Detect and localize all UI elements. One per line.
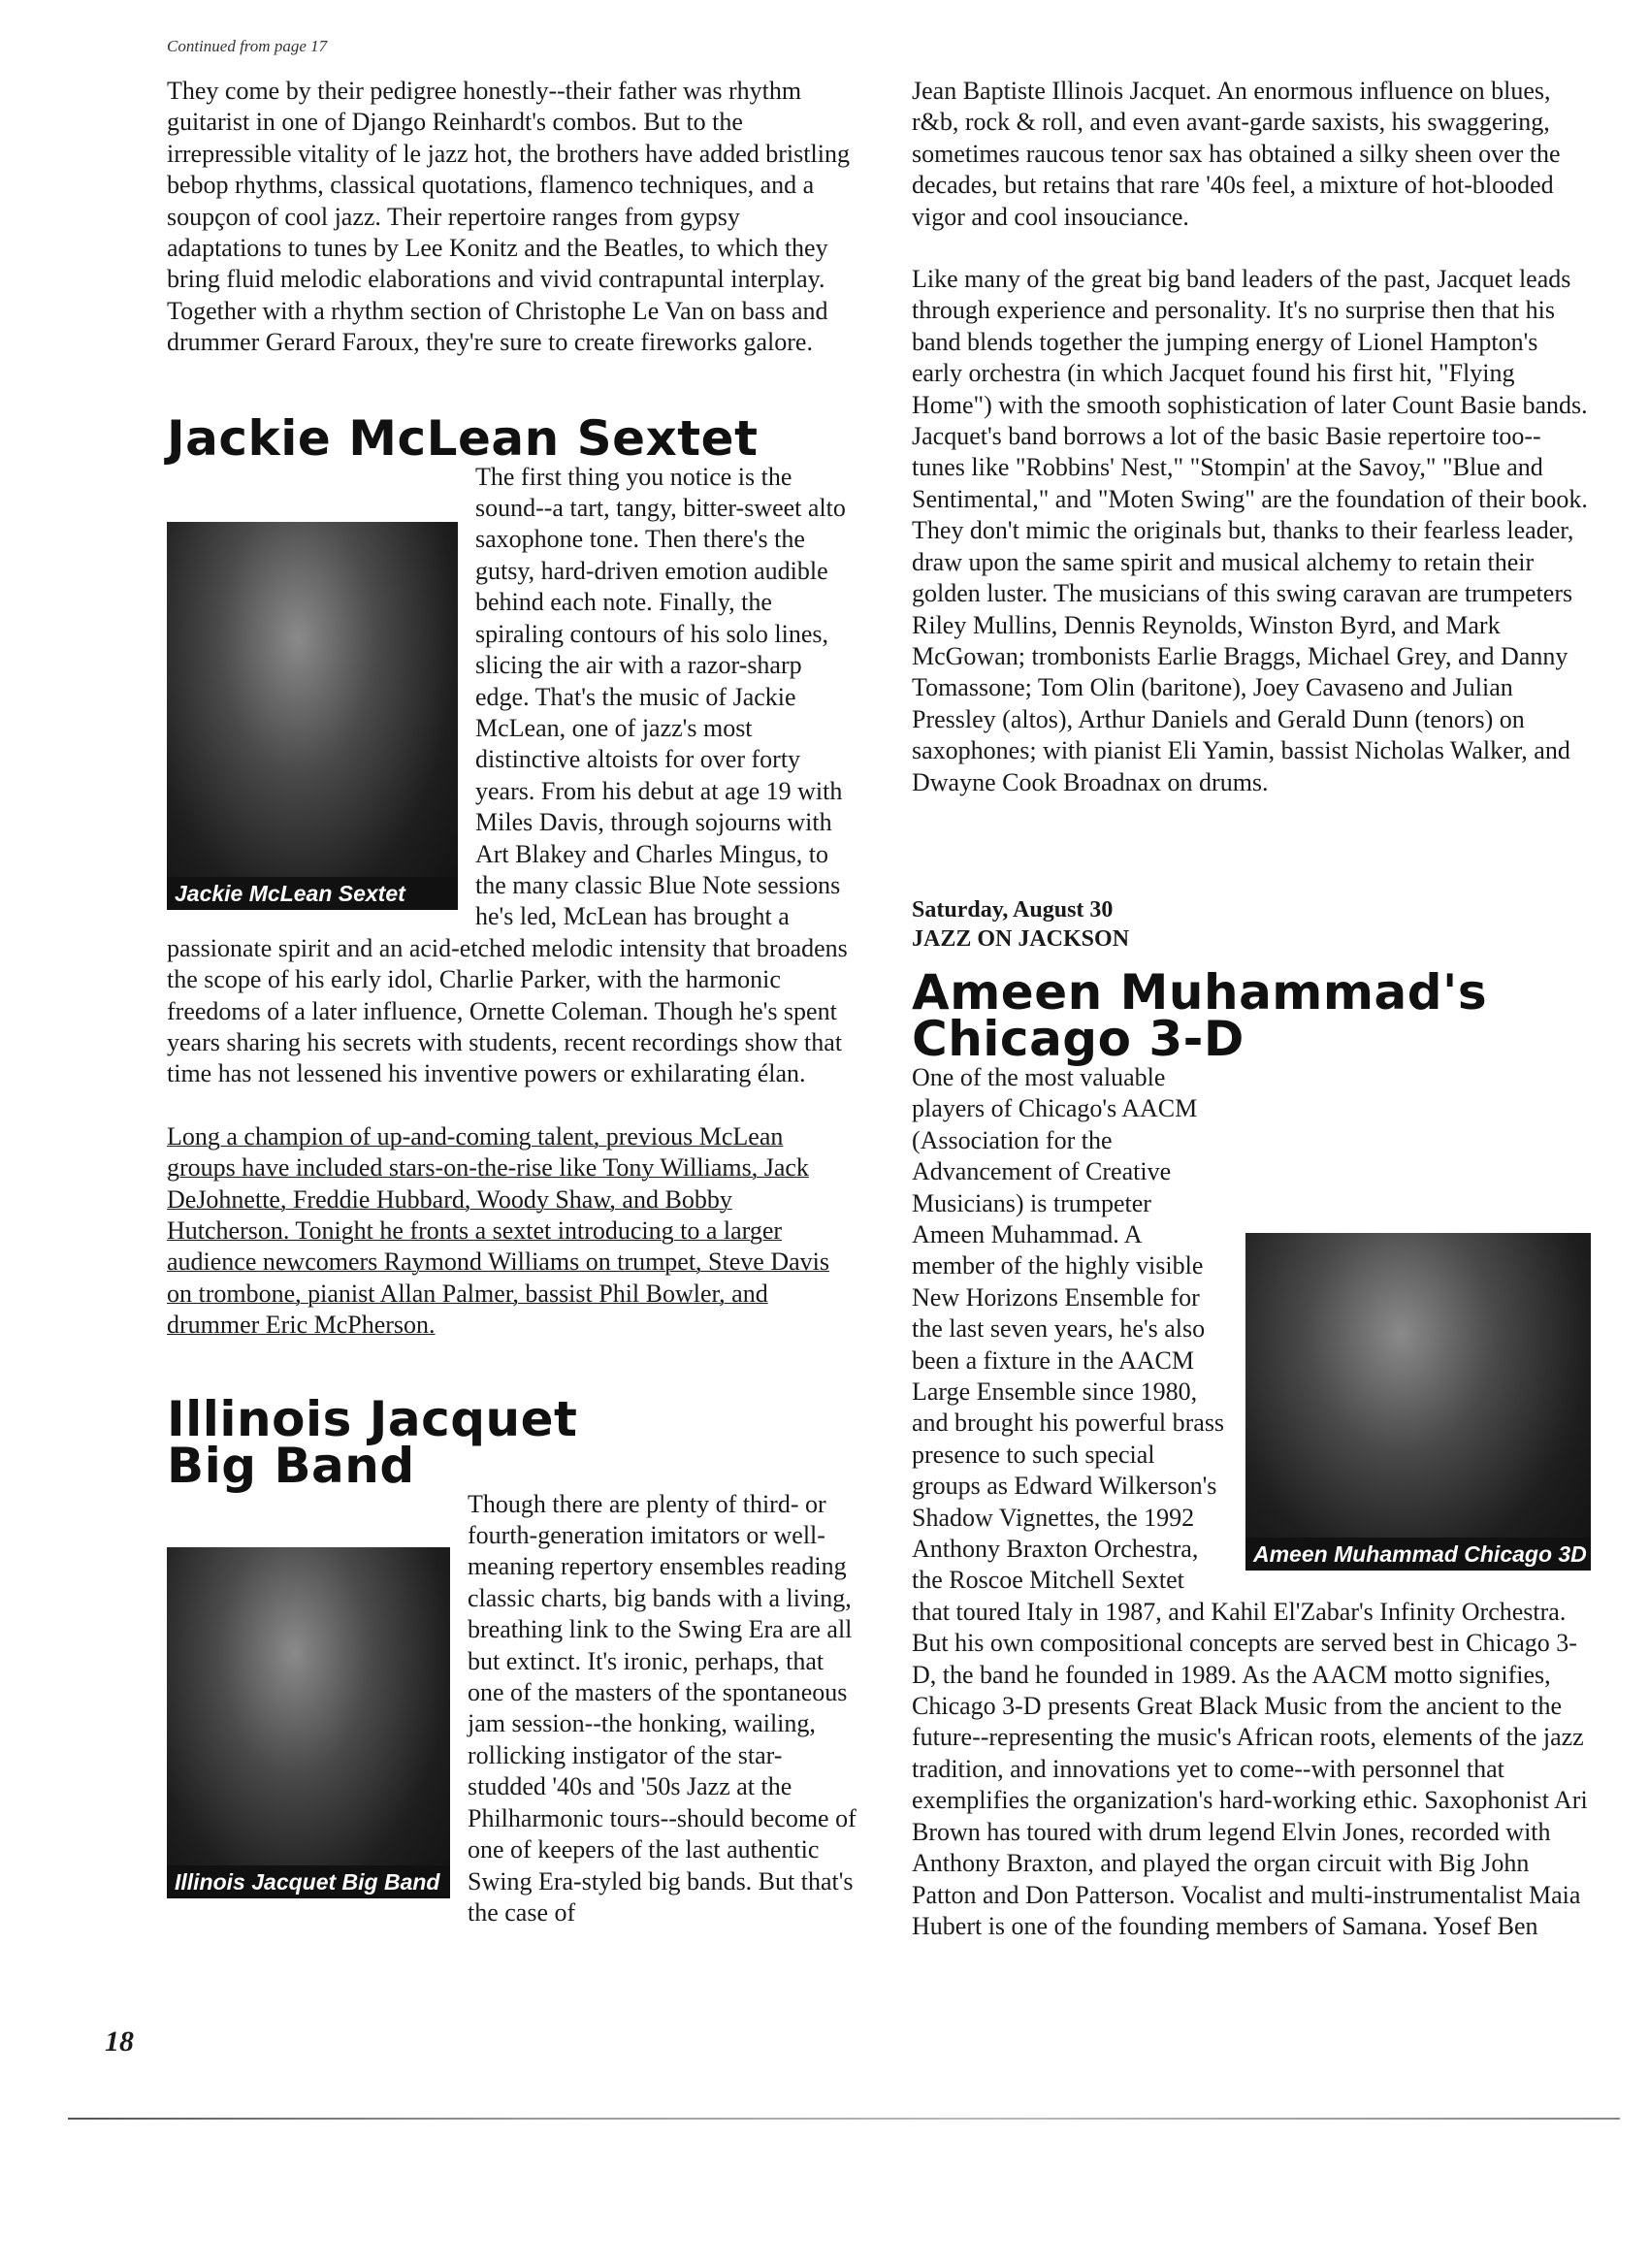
jacquet-article [167,1489,857,1929]
jacquet-photo-image [167,1547,450,1898]
ameen-heading [912,963,1591,1067]
jacquet-continued-paragraph: Jean Baptiste Illinois Jacquet. An enormous influence on blues, r&b, rock & roll, and even avant-garde saxists, his swaggering, sometimes raucous tenor sax has obtained a silky sheen over the decades, but retains that rare '40s feel, a mixture of hot-blooded vigor and cool insouciance. [912,77,1561,231]
bottom-rule [68,2118,1620,2120]
mclean-photo-image [167,522,458,910]
mclean-photo [167,522,458,910]
ameen-photo-caption: Ameen Muhammad Chicago 3D [1245,1538,1591,1571]
mclean-heading: Jackie McLean Sextet [167,409,759,467]
mclean-photo-caption: Jackie McLean Sextet [167,877,458,910]
jacquet-paragraph-2: Like many of the great big band leaders of the past, Jacquet leads through experience and personality. It's no surprise then that his band blends together the jumping energy of Lionel Hampton's early orchestra (in which Jacquet found his first hit, "Flying Home") with the smooth sophistication of later Count Basie bands. Jacquet's band borrows a lot of the basic Basie repertoire too--tunes like "Robbins' Nest," "Stompin' at the Savoy," "Blue and Sentimental," and "Moten Swing" are the foundation of their book. They don't mimic the originals but, thanks to their fearless leader, draw upon the same spirit and musical alchemy to retain their golden luster. The musicians of this swing caravan are trumpeters Riley Mullins, Dennis Reynolds, Winston Byrd, and Mark McGowan; trombonists Earlie Braggs, Michael Grey, and Danny Tomassone; Tom Olin (baritone), Joey Cavaseno and Julian Pressley (altos), Arthur Daniels and Gerald Dunn (tenors) on saxophones; with pianist Eli Yamin, bassist Nicholas Walker, and Dwayne Cook Broadnax on drums. [912,265,1588,796]
jacquet-heading-line-2: Big Band [167,1437,415,1494]
intro-paragraph: They come by their pedigree honestly--their father was rhythm guitarist in one of Django Reinhardt's combos. But to the irrepressible vitality of le jazz hot, the brothers have added bristling bebop rhythms, classical quotations, flamenco techniques, and a soupçon of cool jazz. Their repertoire ranges from gypsy adaptations to tunes by Lee Konitz and the Beatles, to which they bring fluid melodic elaborations and vivid contrapuntal interplay. Together with a rhythm section of Christophe Le Van on bass and drummer Gerard Faroux, they're sure to create fireworks galore. [167,77,850,357]
jacquet-heading-line-1: Illinois Jacquet [167,1390,578,1447]
mclean-article [167,462,857,1342]
event-date: Saturday, August 30 [912,896,1114,923]
ameen-article [912,1062,1591,1942]
jacquet-heading [167,1390,857,1494]
jacquet-photo-caption: Illinois Jacquet Big Band [167,1865,450,1898]
mclean-paragraph-2: Long a champion of up-and-coming talent, previous McLean groups have included stars-on-the-rise like Tony Williams, Jack DeJohnette, Freddie Hubbard, Woody Shaw, and Bobby Hutcherson. Tonight he fronts a sextet introducing to a larger audience newcomers Raymond Williams on trumpet, Steve Davis on trombone, pianist Allan Palmer, bassist Phil Bowler, and drummer Eric McPherson. [167,1121,829,1340]
left-column [167,76,857,1928]
ameen-heading-line-1: Ameen Muhammad's [912,963,1488,1021]
ameen-photo-image [1245,1233,1591,1571]
page-number: 18 [105,2025,134,2057]
jacquet-paragraph-1: Though there are plenty of third- or fourth-generation imitators or well-meaning repertory ensembles reading classic charts, big bands with a living, breathing link to the Swing Era are all but extinct. It's ironic, perhaps, that one of the masters of the spontaneous jam session--the honking, wailing, rollicking instigator of the star-studded '40s and '50s Jazz at the Philharmonic tours--should become of one of keepers of the last authentic Swing Era-styled big bands. But that's the case of [468,1489,857,1927]
continued-note: Continued from page 17 [167,37,328,55]
mclean-paragraph-1: The first thing you notice is the sound--a tart, tangy, bitter-sweet alto saxophone tone. Then there's the gutsy, hard-driven emotion audible behind each note. Finally, the spiraling contours of his solo lines, slicing the air with a razor-sharp edge. That's the music of Jackie McLean, one of jazz's most distinctive altoists for over forty years. From his debut at age 19 with Miles Davis, through sojourns with Art Blakey and Charles Mingus, to the many classic Blue Note sessions he's led, McLean has brought a passionate spirit and an acid-etched melodic intensity that broadens the scope of his early idol, Charlie Parker, with the harmonic freedoms of a later influence, Ornette Coleman. Though he's spent years sharing his secrets with students, recent recordings show that time has not lessened his inventive powers or exhilarating élan. [167,462,848,1088]
jacquet-photo [167,1547,450,1898]
ameen-paragraph-1: One of the most valuable players of Chicago's AACM (Association for the Advancement of Creative Musicians) is trumpeter Ameen Muhammad. A member of the highly visible New Horizons Ensemble for the last seven years, he's also been a fixture in the AACM Large Ensemble since 1980, and brought his powerful brass presence to such special groups as Edward Wilkerson's Shadow Vignettes, the 1992 Anthony Braxton Orchestra, the Roscoe Mitchell Sextet that toured Italy in 1987, and Kahil El'Zabar's Infinity Orchestra. But his own compositional concepts are served best in Chicago 3-D, the band he founded in 1989. As the AACM motto signifies, Chicago 3-D presents Great Black Music from the ancient to the future--representing the music's African roots, elements of the jazz tradition, and innovations yet to come--with personnel that exemplifies the organization's hard-working ethic. Saxophonist Ari Brown has toured with drum legend Elvin Jones, recorded with Anthony Braxton, and played the organ circuit with Big John Patton and Don Patterson. Vocalist and multi-instrumentalist Maia Hubert is one of the founding members of Samana. Yosef Ben [912,1062,1588,1940]
ameen-heading-line-2: Chicago 3-D [912,1010,1245,1067]
event-venue: JAZZ ON JACKSON [912,925,1130,952]
right-column [912,76,1591,1942]
ameen-photo [1245,1233,1591,1571]
